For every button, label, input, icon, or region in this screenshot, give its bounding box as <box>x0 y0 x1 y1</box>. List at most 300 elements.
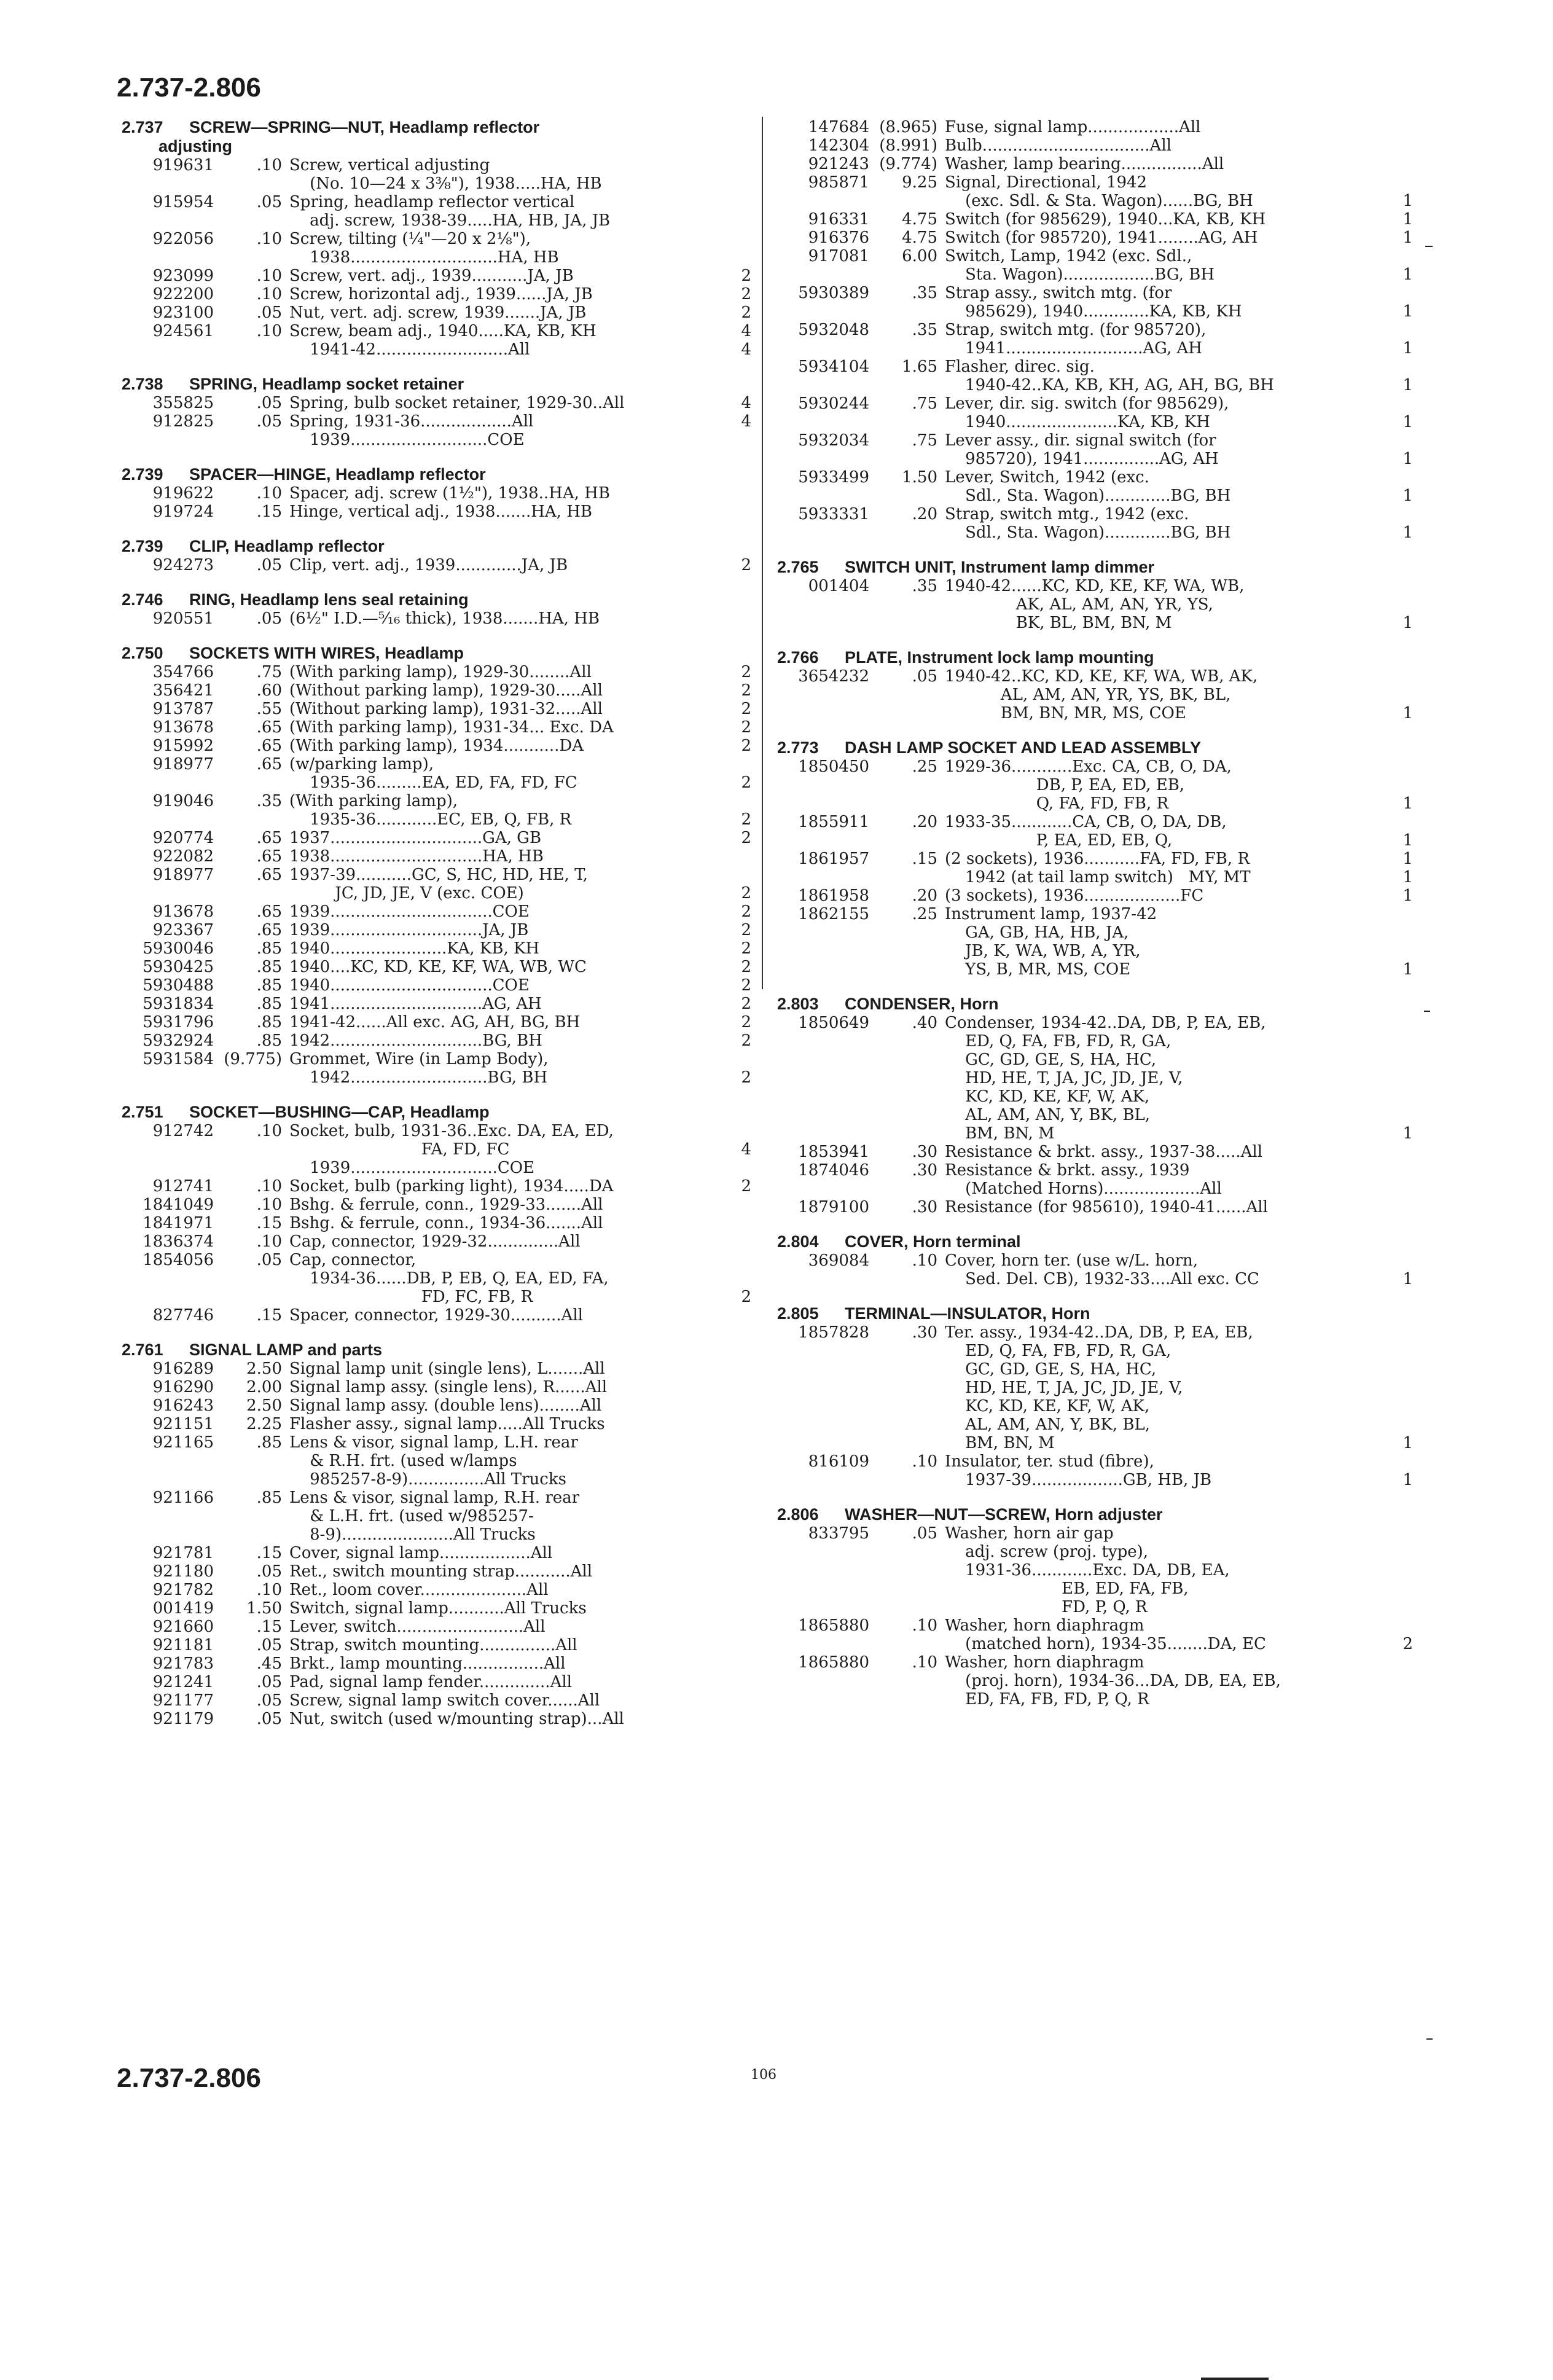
part-quantity: 1 <box>1402 794 1413 813</box>
part-number: 1855911 <box>798 813 869 831</box>
section-heading <box>777 738 1413 757</box>
part-quantity <box>729 1599 751 1618</box>
part-price: .85 <box>256 958 282 976</box>
part-number: 1854056 <box>143 1251 214 1269</box>
part-quantity: 2 <box>741 810 751 829</box>
part-number: 919046 <box>152 792 214 810</box>
part-description: Flasher, direc. sig. 1940-42..KA, KB, KH, AG, AH, BG, BH <box>945 358 1274 394</box>
section-heading <box>122 537 751 556</box>
part-price: .15 <box>256 1618 282 1636</box>
part-price: .05 <box>256 1691 282 1710</box>
part-number: 142304 <box>808 136 869 155</box>
section-title: SPRING, Headlamp socket retainer <box>189 375 464 393</box>
part-description: (w/parking lamp), 1935-36.........EA, ED, FA, FD, FC <box>289 755 577 792</box>
part-price: .85 <box>256 1031 282 1050</box>
part-quantity: 2 <box>741 737 751 755</box>
part-description: 1937..............................GA, GB <box>289 829 542 847</box>
part-row <box>122 1214 751 1232</box>
part-row <box>122 1636 751 1654</box>
part-number: 912825 <box>152 412 214 431</box>
part-description: Instrument lamp, 1937-42 GA, GB, HA, HB, JA, JB, K, WA, WB, A, YR, YS, B, MR, MS, COE <box>945 905 1157 979</box>
part-price: .25 <box>912 905 937 923</box>
part-quantity <box>729 1433 751 1489</box>
part-description: Ter. assy., 1934-42..DA, DB, P, EA, EB, ED, Q, FA, FB, FD, R, GA, GC, GD, GE, S, HA, HC, HD, HE, T, JA, JC, JD, JE, V, KC, KD, KE, KF, W, AK, AL, AM, AN, Y, BK, BL, BM, BN, M <box>945 1323 1253 1452</box>
part-price: .25 <box>912 757 937 776</box>
part-row <box>777 1452 1413 1489</box>
part-row <box>777 118 1413 136</box>
part-row <box>122 394 751 412</box>
part-price: .10 <box>256 1232 282 1251</box>
part-description: Lens & visor, signal lamp, R.H. rear & L.H. frt. (used w/985257- 8-9)......................All Trucks <box>289 1489 580 1544</box>
part-price: .85 <box>256 1013 282 1031</box>
part-number: 912741 <box>152 1177 214 1196</box>
section-title: SOCKETS WITH WIRES, Headlamp <box>189 644 464 662</box>
part-price: .65 <box>256 737 282 755</box>
section-heading <box>777 1304 1413 1323</box>
part-description: Signal lamp assy. (single lens), R......All <box>289 1378 608 1396</box>
part-number: 916376 <box>808 229 869 247</box>
part-quantity: 1 <box>1402 450 1413 468</box>
part-row <box>122 503 751 521</box>
part-price: .85 <box>256 939 282 958</box>
part-description: Nut, switch (used w/mounting strap)...All <box>289 1710 624 1728</box>
part-description: 1940-42..KC, KD, KE, KF, WA, WB, AK, AL, AM, AN, YR, YS, BK, BL, BM, BN, MR, MS, COE <box>945 667 1258 722</box>
part-quantity <box>729 1654 751 1673</box>
part-description: Fuse, signal lamp..................All <box>945 118 1201 136</box>
part-number: 5932048 <box>798 321 869 339</box>
margin-mark <box>1426 2038 1433 2040</box>
section-title: PLATE, Instrument lock lamp mounting <box>845 648 1154 667</box>
part-number: 915954 <box>152 193 214 211</box>
part-price: .65 <box>256 847 282 866</box>
part-row <box>777 321 1413 358</box>
part-number: 833795 <box>808 1524 869 1543</box>
part-quantity: 1 <box>1402 1471 1413 1489</box>
part-quantity <box>1391 1524 1413 1616</box>
part-row <box>777 850 1413 887</box>
running-head-bottom: 2.737-2.806 <box>117 2063 261 2093</box>
part-description: 1941-42......All exc. AG, AH, BG, BH <box>289 1013 581 1031</box>
part-quantity: 2 <box>741 773 751 792</box>
catalog-section <box>122 537 751 574</box>
part-number: 5931834 <box>143 995 214 1013</box>
section-heading <box>777 995 1413 1014</box>
part-description: Socket, bulb (parking light), 1934.....DA <box>289 1177 614 1196</box>
part-quantity <box>1391 1161 1413 1198</box>
part-description: 1937-39...........GC, S, HC, HD, HE, T, JC, JD, JE, V (exc. COE) <box>289 866 588 902</box>
part-row <box>122 1031 751 1050</box>
part-description: (With parking lamp), 1935-36............EC, EB, Q, FB, R <box>289 792 572 829</box>
catalog-section <box>777 118 1413 542</box>
part-price: .05 <box>256 193 282 211</box>
part-quantity: 1 <box>1402 487 1413 505</box>
section-title: DASH LAMP SOCKET AND LEAD ASSEMBLY <box>845 738 1202 757</box>
part-price: .20 <box>912 505 937 523</box>
part-quantity: 2 <box>741 556 751 574</box>
part-quantity: 1 <box>1402 831 1413 850</box>
part-quantity: 1 <box>1402 265 1413 284</box>
part-row <box>122 681 751 700</box>
part-row <box>122 1050 751 1087</box>
part-number: 5934104 <box>798 358 869 376</box>
part-price: .35 <box>912 321 937 339</box>
part-row <box>122 193 751 230</box>
part-number: 001404 <box>808 577 869 595</box>
part-price: .15 <box>256 1306 282 1325</box>
part-number: 1874046 <box>798 1161 869 1180</box>
column-divider <box>762 117 763 989</box>
part-description: Cap, connector, 1929-32..............All <box>289 1232 581 1251</box>
part-number: 917081 <box>808 247 869 265</box>
part-row <box>122 1433 751 1489</box>
section-number: 2.766 <box>777 648 819 667</box>
part-number: 5932034 <box>798 431 869 450</box>
part-row <box>122 303 751 322</box>
section-number: 2.746 <box>122 590 163 609</box>
section-title: CLIP, Headlamp reflector <box>189 537 385 555</box>
part-quantity <box>729 1489 751 1544</box>
part-number: 921783 <box>152 1654 214 1673</box>
part-number: 985871 <box>808 173 869 192</box>
part-price: 2.50 <box>246 1360 282 1378</box>
part-quantity <box>729 1232 751 1251</box>
part-number: 916289 <box>152 1360 214 1378</box>
catalog-section <box>122 1341 751 1728</box>
part-quantity: 2 <box>741 303 751 322</box>
part-price: .05 <box>256 556 282 574</box>
part-price: .65 <box>256 755 282 773</box>
part-quantity <box>729 1360 751 1378</box>
part-price: .10 <box>256 285 282 303</box>
part-quantity: 1 <box>1402 704 1413 722</box>
part-number: 1853941 <box>798 1143 869 1161</box>
part-quantity: 2 <box>741 1288 751 1306</box>
part-number: 827746 <box>152 1306 214 1325</box>
part-number: 916243 <box>152 1396 214 1415</box>
part-quantity <box>729 1673 751 1691</box>
part-description: 1933-35............CA, CB, O, DA, DB, P, EA, ED, EB, Q, <box>945 813 1227 850</box>
part-row <box>122 1618 751 1636</box>
section-heading <box>122 118 751 156</box>
part-price: .30 <box>912 1198 937 1216</box>
part-row <box>122 609 751 628</box>
part-quantity: 1 <box>1402 210 1413 229</box>
part-row <box>777 1323 1413 1452</box>
part-price: .85 <box>256 995 282 1013</box>
section-heading <box>122 644 751 663</box>
part-row <box>777 468 1413 505</box>
part-row <box>777 1198 1413 1216</box>
part-quantity: 2 <box>741 1031 751 1050</box>
margin-mark <box>1201 2378 1269 2380</box>
part-quantity: 2 <box>741 663 751 681</box>
part-row <box>777 505 1413 542</box>
part-number: 919724 <box>152 503 214 521</box>
section-number: 2.738 <box>122 375 163 393</box>
part-number: 5930046 <box>143 939 214 958</box>
part-price: .05 <box>256 1562 282 1581</box>
part-price: 2.50 <box>246 1396 282 1415</box>
part-price: .05 <box>256 609 282 628</box>
section-number: 2.739 <box>122 465 163 483</box>
part-price: .75 <box>912 431 937 450</box>
right-column <box>777 118 1413 1709</box>
catalog-section <box>122 590 751 628</box>
part-row <box>122 285 751 303</box>
part-row <box>777 1143 1413 1161</box>
section-title: SPACER—HINGE, Headlamp reflector <box>189 465 486 483</box>
part-description: (With parking lamp), 1931-34... Exc. DA <box>289 718 614 737</box>
section-heading <box>122 590 751 609</box>
part-number: 921660 <box>152 1618 214 1636</box>
part-number: 5931584 <box>143 1050 214 1068</box>
part-number: 924561 <box>152 322 214 340</box>
part-description: Strap assy., switch mtg. (for 985629), 1940.............KA, KB, KH <box>945 284 1242 321</box>
catalog-section <box>122 1103 751 1325</box>
part-row <box>122 1378 751 1396</box>
part-row <box>122 1360 751 1378</box>
part-number: 924273 <box>152 556 214 574</box>
part-quantity <box>729 1618 751 1636</box>
part-row <box>122 1581 751 1599</box>
part-quantity: 2 <box>741 884 751 902</box>
part-description: Spring, headlamp reflector vertical adj. screw, 1938-39.....HA, HB, JA, JB <box>289 193 611 230</box>
part-row <box>122 663 751 681</box>
catalog-section <box>777 995 1413 1216</box>
part-price: .10 <box>912 1251 937 1270</box>
part-description: Switch, Lamp, 1942 (exc. Sdl., Sta. Wagon)..................BG, BH <box>945 247 1215 284</box>
part-row <box>122 1673 751 1691</box>
part-price: .05 <box>912 667 937 686</box>
section-title: SIGNAL LAMP and parts <box>189 1341 383 1359</box>
part-number: 147684 <box>808 118 869 136</box>
part-row <box>122 866 751 902</box>
part-number: 923099 <box>152 267 214 285</box>
part-quantity <box>729 156 751 193</box>
part-row <box>122 737 751 755</box>
part-row <box>122 412 751 449</box>
part-price: .10 <box>256 322 282 340</box>
part-price: .10 <box>256 1196 282 1214</box>
part-row <box>122 1122 751 1177</box>
part-number: 918977 <box>152 866 214 884</box>
part-row <box>122 700 751 718</box>
part-description: Lever, dir. sig. switch (for 985629), 1940......................KA, KB, KH <box>945 394 1229 431</box>
part-quantity: 1 <box>1402 960 1413 979</box>
part-quantity <box>1391 1198 1413 1216</box>
part-description: Condenser, 1934-42..DA, DB, P, EA, EB, ED, Q, FA, FB, FD, R, GA, GC, GD, GE, S, HA, HC, HD, HE, T, JA, JC, JD, JE, V, KC, KD, KE, KF, W, AK, AL, AM, AN, Y, BK, BL, BM, BN, M <box>945 1014 1266 1143</box>
part-row <box>777 431 1413 468</box>
part-description: 1940....KC, KD, KE, KF, WA, WB, WC <box>289 958 587 976</box>
part-quantity: 4 <box>741 1140 751 1159</box>
part-number: 922200 <box>152 285 214 303</box>
part-quantity: 1 <box>1402 1270 1413 1288</box>
part-number: 918977 <box>152 755 214 773</box>
part-price: .15 <box>256 1214 282 1232</box>
part-quantity: 2 <box>1402 1635 1413 1653</box>
part-description: (Without parking lamp), 1929-30.....All <box>289 681 603 700</box>
part-number: 3654232 <box>798 667 869 686</box>
part-number: 1879100 <box>798 1198 869 1216</box>
part-description: (With parking lamp), 1929-30........All <box>289 663 592 681</box>
part-price: .15 <box>256 503 282 521</box>
part-price: .05 <box>256 394 282 412</box>
part-number: 1862155 <box>798 905 869 923</box>
part-number: 921241 <box>152 1673 214 1691</box>
part-number: 923367 <box>152 921 214 939</box>
part-row <box>122 1232 751 1251</box>
catalog-section <box>777 1304 1413 1489</box>
part-price: .10 <box>256 1581 282 1599</box>
part-description: Signal, Directional, 1942 (exc. Sdl. & Sta. Wagon)......BG, BH <box>945 173 1253 210</box>
part-quantity: 2 <box>741 995 751 1013</box>
part-row <box>122 847 751 866</box>
part-quantity: 2 <box>741 285 751 303</box>
part-description: Lever, Switch, 1942 (exc. Sdl., Sta. Wagon).............BG, BH <box>945 468 1231 505</box>
part-price: .75 <box>256 663 282 681</box>
part-price: .05 <box>256 1636 282 1654</box>
part-description: Bshg. & ferrule, conn., 1934-36.......All <box>289 1214 603 1232</box>
part-price: .05 <box>256 1251 282 1269</box>
part-description: 1940-42......KC, KD, KE, KF, WA, WB, AK, AL, AM, AN, YR, YS, BK, BL, BM, BN, M <box>945 577 1245 632</box>
part-number: 356421 <box>152 681 214 700</box>
part-row <box>122 939 751 958</box>
part-row <box>777 1653 1413 1709</box>
section-title: SOCKET—BUSHING—CAP, Headlamp <box>189 1103 490 1121</box>
part-description: Switch (for 985720), 1941........AG, AH <box>945 229 1258 247</box>
part-price: .05 <box>256 412 282 431</box>
part-row <box>122 958 751 976</box>
part-description: Screw, signal lamp switch cover......All <box>289 1691 600 1710</box>
part-row <box>122 1306 751 1325</box>
part-row <box>777 813 1413 850</box>
part-quantity: 2 <box>741 1068 751 1087</box>
part-row <box>777 1014 1413 1143</box>
section-title: WASHER—NUT—SCREW, Horn adjuster <box>845 1505 1163 1524</box>
part-row <box>122 1654 751 1673</box>
part-description: (2 sockets), 1936...........FA, FD, FB, R 1942 (at tail lamp switch) MY, MT <box>945 850 1251 887</box>
part-price: .45 <box>256 1654 282 1673</box>
part-description: 1929-36............Exc. CA, CB, O, DA, DB, P, EA, ED, EB, Q, FA, FD, FB, R <box>945 757 1232 813</box>
part-row <box>122 921 751 939</box>
part-price: (8.991) <box>879 136 937 155</box>
part-price: .65 <box>256 902 282 921</box>
part-price: .10 <box>256 267 282 285</box>
section-heading <box>777 1232 1413 1251</box>
part-description: Cap, connector, 1934-36......DB, P, EB, Q, EA, ED, FA, FD, FC, FB, R <box>289 1251 609 1306</box>
part-description: Ret., loom cover.....................All <box>289 1581 549 1599</box>
part-row <box>122 556 751 574</box>
part-description: Ret., switch mounting strap...........All <box>289 1562 593 1581</box>
section-heading <box>777 558 1413 577</box>
part-description: Switch, signal lamp...........All Trucks <box>289 1599 587 1618</box>
part-description: Spacer, connector, 1929-30..........All <box>289 1306 583 1325</box>
part-number: 921180 <box>152 1562 214 1581</box>
part-price: .10 <box>256 1122 282 1140</box>
part-quantity: 2 <box>741 718 751 737</box>
part-number: 916331 <box>808 210 869 229</box>
section-number: 2.761 <box>122 1341 163 1359</box>
part-number: 1865880 <box>798 1616 869 1635</box>
section-number: 2.751 <box>122 1103 163 1121</box>
part-quantity: 1 <box>1402 887 1413 905</box>
left-column <box>122 118 751 1728</box>
part-description: (3 sockets), 1936...................FC <box>945 887 1204 905</box>
part-description: Strap, switch mtg., 1942 (exc. Sdl., Sta. Wagon).............BG, BH <box>945 505 1231 542</box>
section-title: SWITCH UNIT, Instrument lamp dimmer <box>845 558 1155 576</box>
part-price: .20 <box>912 813 937 831</box>
part-number: 001419 <box>152 1599 214 1618</box>
part-price: (9.775) <box>224 1050 282 1068</box>
part-quantity <box>729 1196 751 1214</box>
part-number: 1850450 <box>798 757 869 776</box>
part-description: 1942..............................BG, BH <box>289 1031 542 1050</box>
part-number: 921151 <box>152 1415 214 1433</box>
part-quantity: 2 <box>741 902 751 921</box>
part-quantity: 1 <box>1402 376 1413 394</box>
part-price: .35 <box>912 577 937 595</box>
part-description: Spacer, adj. screw (1½"), 1938..HA, HB <box>289 484 610 503</box>
part-quantity <box>729 1636 751 1654</box>
part-number: 913678 <box>152 718 214 737</box>
part-description: Nut, vert. adj. screw, 1939.......JA, JB <box>289 303 587 322</box>
part-description: Bulb.................................All <box>945 136 1172 155</box>
part-description: Screw, vert. adj., 1939...........JA, JB <box>289 267 574 285</box>
part-price: .20 <box>912 887 937 905</box>
part-number: 921166 <box>152 1489 214 1507</box>
part-quantity: 1 <box>1402 192 1413 210</box>
part-number: 920774 <box>152 829 214 847</box>
part-number: 5930425 <box>143 958 214 976</box>
section-heading <box>777 1505 1413 1524</box>
part-description: Screw, vertical adjusting (No. 10—24 x 3⅜"), 1938.....HA, HB <box>289 156 602 193</box>
part-number: 369084 <box>808 1251 869 1270</box>
part-number: 913787 <box>152 700 214 718</box>
part-description: Bshg. & ferrule, conn., 1929-33.......All <box>289 1196 603 1214</box>
part-quantity: 2 <box>741 267 751 285</box>
part-description: Screw, horizontal adj., 1939......JA, JB <box>289 285 593 303</box>
part-description: Spring, bulb socket retainer, 1929-30..All <box>289 394 625 412</box>
part-row <box>122 1489 751 1544</box>
part-number: 916290 <box>152 1378 214 1396</box>
part-number: 5933499 <box>798 468 869 487</box>
part-number: 355825 <box>152 394 214 412</box>
part-row <box>777 394 1413 431</box>
part-description: 1940.......................KA, KB, KH <box>289 939 540 958</box>
part-quantity <box>729 1562 751 1581</box>
part-price: .35 <box>256 792 282 810</box>
part-quantity <box>729 1544 751 1562</box>
part-row <box>777 136 1413 155</box>
part-price: .65 <box>256 866 282 884</box>
part-number: 913678 <box>152 902 214 921</box>
part-description: 1939................................COE <box>289 902 530 921</box>
part-price: 2.00 <box>246 1378 282 1396</box>
part-number: 1836374 <box>143 1232 214 1251</box>
part-price: .10 <box>256 156 282 174</box>
part-price: .10 <box>256 484 282 503</box>
part-description: Spring, 1931-36..................All 1939...........................COE <box>289 412 534 449</box>
part-quantity: 1 <box>1402 614 1413 632</box>
margin-mark <box>1425 246 1433 247</box>
part-price: .40 <box>912 1014 937 1032</box>
part-quantity <box>729 193 751 230</box>
part-row <box>777 1616 1413 1653</box>
part-description: Socket, bulb, 1931-36..Exc. DA, EA, ED, FA, FD, FC 1939.............................COE <box>289 1122 614 1177</box>
section-number: 2.773 <box>777 738 819 757</box>
margin-mark <box>1424 1011 1430 1012</box>
part-description: Pad, signal lamp fender..............All <box>289 1673 572 1691</box>
